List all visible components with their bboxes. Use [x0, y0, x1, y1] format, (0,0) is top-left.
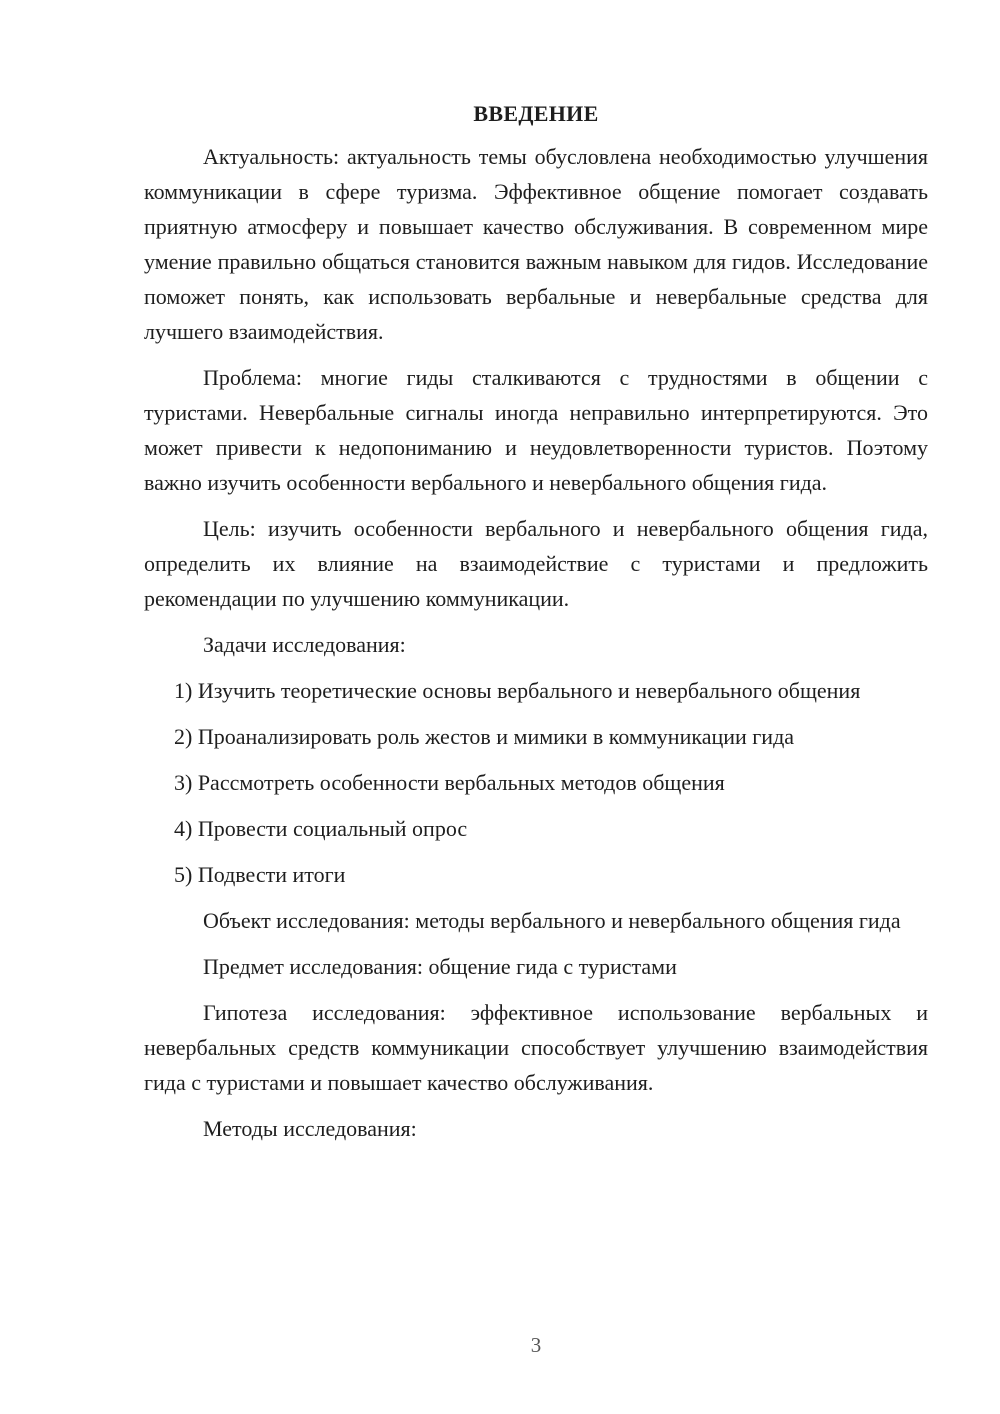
- page-number: 3: [530, 1333, 542, 1357]
- methods-heading: Методы исследования:: [203, 1116, 417, 1141]
- goal-paragraph: Цель: изучить особенности вербального и невербального общения гида, определить их влияние на взаимодействие с туристами и предложить рекомендации по улучшению коммуникации.: [144, 516, 928, 611]
- task-item: 3) Рассмотреть особенности вербальных методов общения: [174, 770, 725, 795]
- task-item: 5) Подвести итоги: [174, 862, 346, 887]
- tasks-heading: Задачи исследования:: [203, 632, 406, 657]
- task-item: 2) Проанализировать роль жестов и мимики в коммуникации гида: [174, 724, 795, 749]
- relevance-paragraph: Актуальность: актуальность темы обусловлена необходимостью улучшения коммуникации в сфере туризма. Эффективное общение помогает создавать приятную атмосферу и повышает качество обслуживания. В современном мире умение правильно общаться становится важным навыком для гидов. Исследование поможет понять, как использовать вербальные и невербальные средства для лучшего взаимодействия.: [144, 144, 928, 344]
- document-body: [144, 96, 928, 1157]
- task-item: 4) Провести социальный опрос: [174, 816, 468, 841]
- problem-paragraph: Проблема: многие гиды сталкиваются с трудностями в общении с туристами. Невербальные сигналы иногда неправильно интерпретируются. Это может привести к недопониманию и неудовлетворенности туристов. Поэтому важно изучить особенности вербального и невербального общения гида.: [144, 365, 928, 495]
- subject-paragraph: Предмет исследования: общение гида с туристами: [203, 954, 677, 979]
- hypothesis-paragraph: Гипотеза исследования: эффективное использование вербальных и невербальных средств коммуникации способствует улучшению взаимодействия гида с туристами и повышает качество обслуживания.: [144, 1000, 928, 1095]
- task-item: 1) Изучить теоретические основы вербального и невербального общения: [174, 678, 861, 703]
- page-title: ВВЕДЕНИЕ: [473, 101, 599, 126]
- object-paragraph: Объект исследования: методы вербального и невербального общения гида: [203, 908, 901, 933]
